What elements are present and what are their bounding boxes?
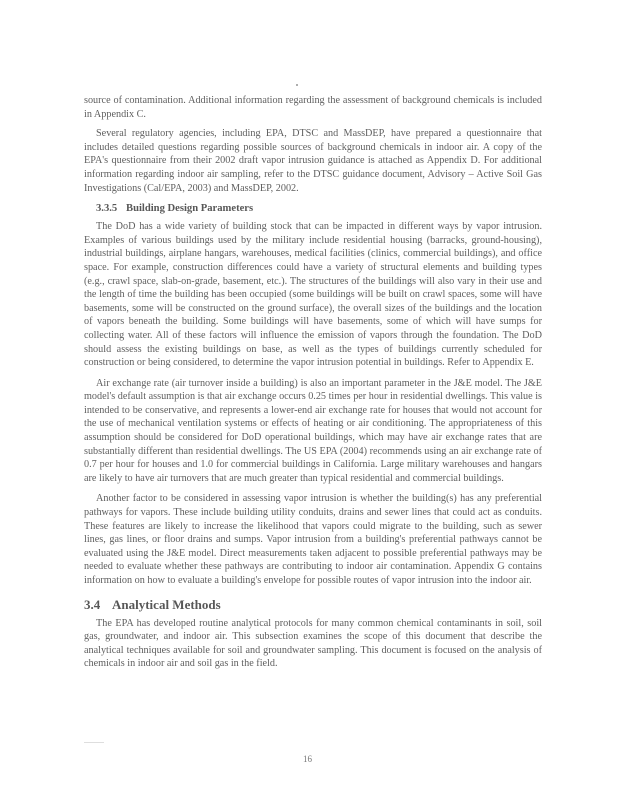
paragraph-preferential-pathways: Another factor to be considered in assessing vapor intrusion is whether the building(s) has any preferential pathways for vapors. These include building utility conduits, drains and sewer lines that could act as conduits. These features are likely to increase the likelihood that vapors could migrate to the building, such as sewer lines, gas lines, or floor drains and sumps. Vapor intrusion from a building's preferential pathways cannot be evaluated using the J&E model. Direct measurements taken adjacent to possible preferential pathways may be needed to evaluate whether these pathways are contributing to indoor air contamination. Appendix G contains information on how to evaluate a building's envelope for possible routes of vapor intrusion into the indoor air. bbox=[84, 493, 542, 586]
page-number: 16 bbox=[303, 754, 312, 764]
paragraph-background-continuation: source of contamination. Additional information regarding the assessment of background chemicals is included in Appendix C. bbox=[84, 95, 542, 120]
scan-artifact-line bbox=[84, 742, 104, 743]
paragraph-questionnaire: Several regulatory agencies, including EPA, DTSC and MassDEP, have prepared a questionnaire that includes detailed questions regarding possible sources of background chemicals in indoor air. A copy of the EPA's questionnaire from their 2002 draft vapor intrusion guidance is attached as Appendix D. For additional information regarding indoor air sampling, refer to the DTSC guidance document, Advisory – Active Soil Gas Investigations (Cal/EPA, 2003) and MassDEP, 2002. bbox=[84, 128, 542, 194]
section-heading-building-design bbox=[84, 202, 542, 216]
paragraph-building-stock: The DoD has a wide variety of building stock that can be impacted in different ways by vapor intrusion. Examples of various buildings used by the military include residential housing (barracks, ground-housing), industrial buildings, airplane hangars, warehouses, medical facilities (clinics, commercial buildings), and office space. For example, construction differences could have a variety of structural elements and building types (e.g., crawl space, slab-on-grade, basement, etc.). The structures of the buildings will also vary in their use and the length of time the building has been occupied (some buildings will be built on crawl spaces, some will have basements, some will be constructed on the ground surface), the overall sizes of the buildings and the location of vapors beneath the building. Some buildings will have basements, some of which will have sumps for collecting water. All of these factors will influence the emission of vapors through the foundation. The DoD should assess the existing buildings on base, as well as the types of buildings currently scheduled for construction or being considered, to determine the vapor intrusion potential in buildings. Refer to Appendix E. bbox=[84, 221, 542, 369]
section-title: Building Design Parameters bbox=[126, 203, 254, 215]
section-title: Analytical Methods bbox=[112, 596, 221, 612]
paragraph-analytical-protocols: The EPA has developed routine analytical protocols for many common chemical contaminants in soil, soil gas, groundwater, and indoor air. This subsection examines the scope of this document that describe the analytical techniques available for soil and groundwater sampling. This document is focused on the analysis of chemicals in indoor air and soil gas in the field. bbox=[84, 617, 542, 670]
page-body bbox=[84, 94, 542, 671]
scan-speck bbox=[296, 84, 298, 86]
section-number: 3.4 bbox=[84, 596, 101, 612]
paragraph-air-exchange: Air exchange rate (air turnover inside a building) is also an important parameter in the J&E model. The J&E model's default assumption is that air exchange occurs 0.25 times per hour in residential dwellings. This value is intended to be conservative, and represents a lower-end air exchange rate for houses that would not account for the use of mechanical ventilation systems or effects of heating or air conditioning. The appropriateness of this assumption should be considered for DoD operational buildings, which may have air exchange rates that are substantially different than residential dwellings. The US EPA (2004) recommends using an air exchange rate of 0.7 per hour for houses and 1.0 for commercial buildings in California. Large military warehouses and hangars are likely to have air turnovers that are much greater than typical residential and commercial buildings. bbox=[84, 377, 543, 484]
section-heading-analytical-methods bbox=[84, 597, 542, 613]
section-number: 3.3.5 bbox=[96, 203, 118, 215]
